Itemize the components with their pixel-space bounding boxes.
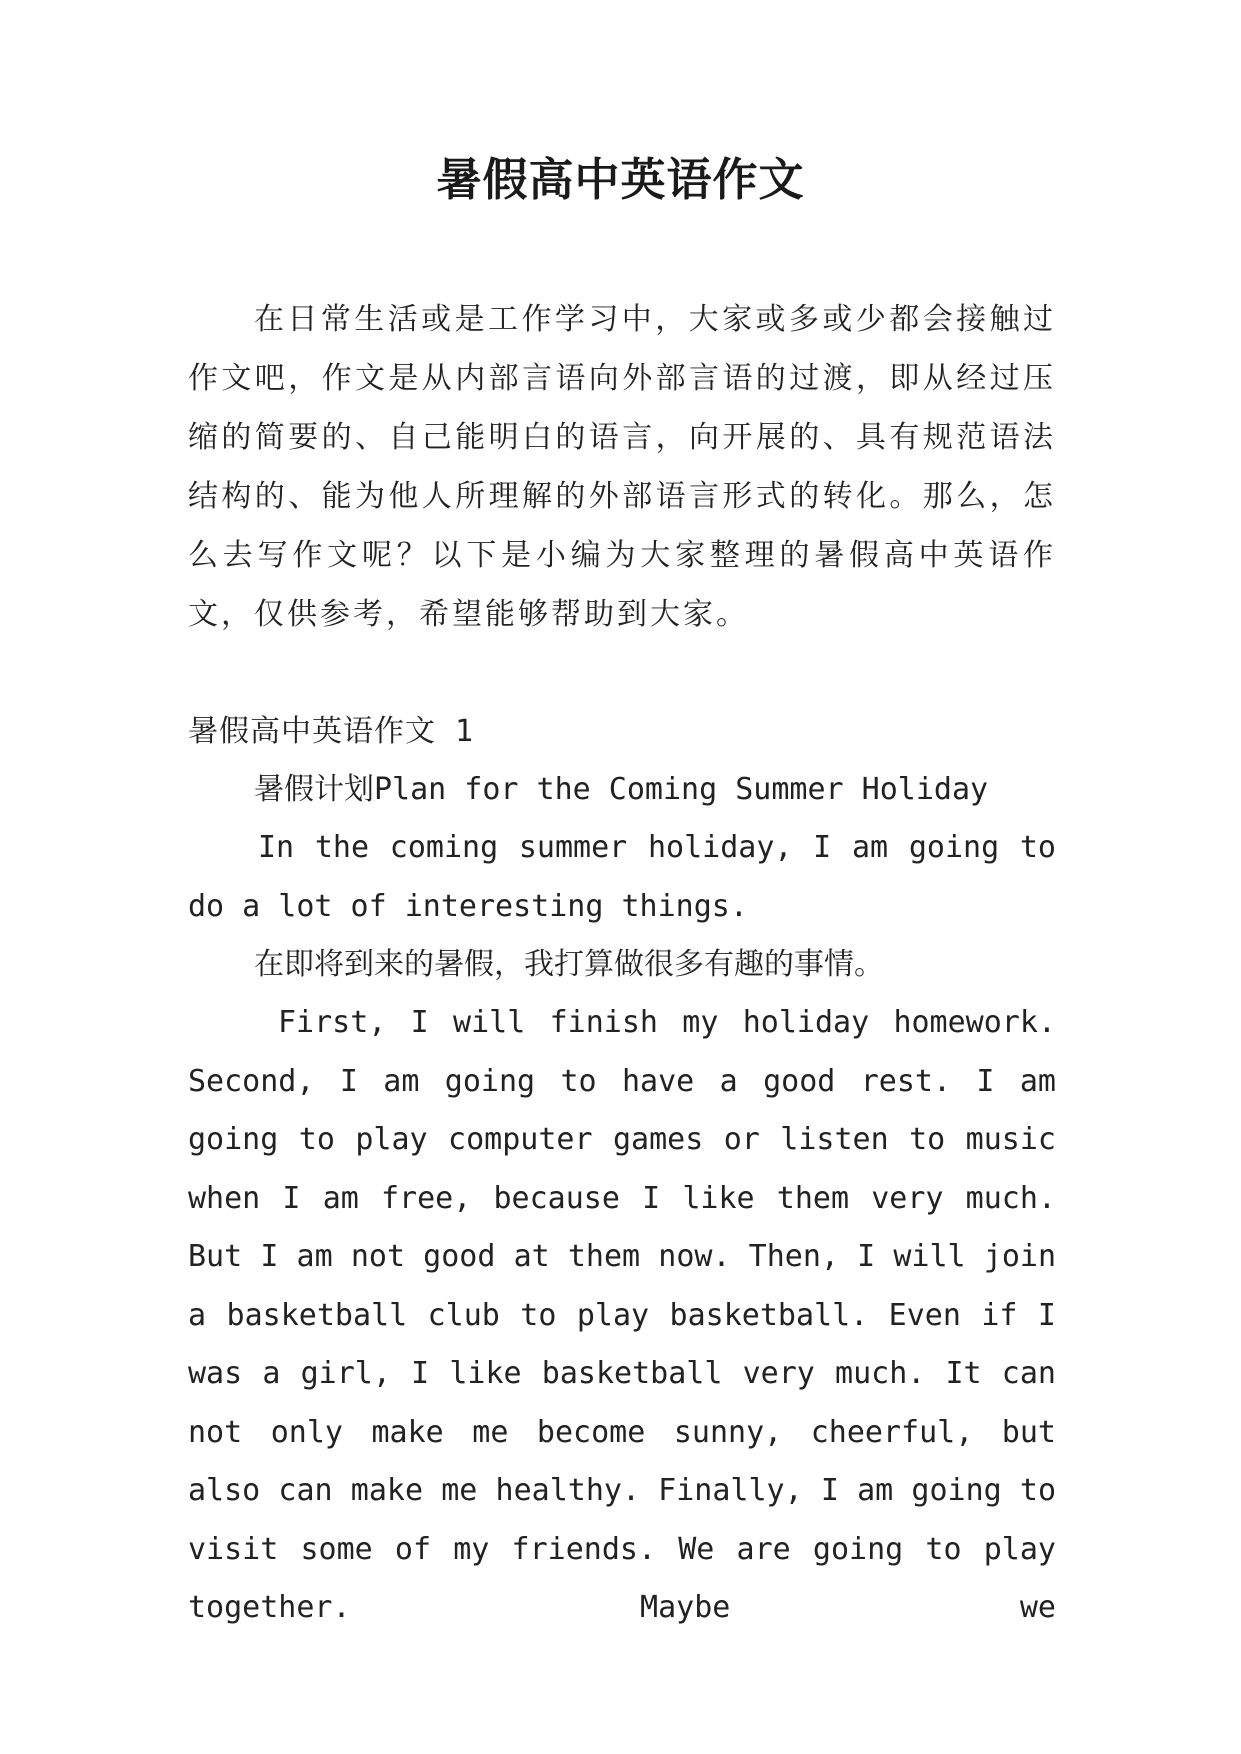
intro-paragraph: 在日常生活或是工作学习中，大家或多或少都会接触过作文吧，作文是从内部言语向外部言语的过渡，即从经过压缩的简要的、自己能明白的语言，向开展的、具有规范语法结构的、能为他人所理解的外部语言形式的转化。那么，怎么去写作文呢？以下是小编为大家整理的暑假高中英语作文，仅供参考，希望能够帮助到大家。 — [188, 302, 1056, 632]
essay-paragraph-1-chinese: 在即将到来的暑假，我打算做很多有趣的事情。 — [254, 947, 884, 982]
essay-paragraph-2-english: First, I will finish my holiday homework. Second, I am going to have a good rest. I am going to play computer games or listen to music when I am free, because I like them very much. But I am not good at them now. Then, I will join a basketball club to play basketball. Even if I was a girl, I like basketball very much. It can not only make me become sunny, cheerful, but also can make me healthy. Finally, I am going to visit some of my friends. We are going to play together. Maybe we — [188, 1005, 1056, 1625]
essay-paragraph-1-english: In the coming summer holiday, I am going to do a lot of interesting things. — [188, 830, 1056, 924]
essay-title: 暑假计划Plan for the Coming Summer Holiday — [254, 772, 989, 807]
section-heading: 暑假高中英语作文 1 — [188, 714, 475, 749]
document-title: 暑假高中英语作文 — [436, 153, 805, 206]
document-body — [188, 290, 1056, 1638]
